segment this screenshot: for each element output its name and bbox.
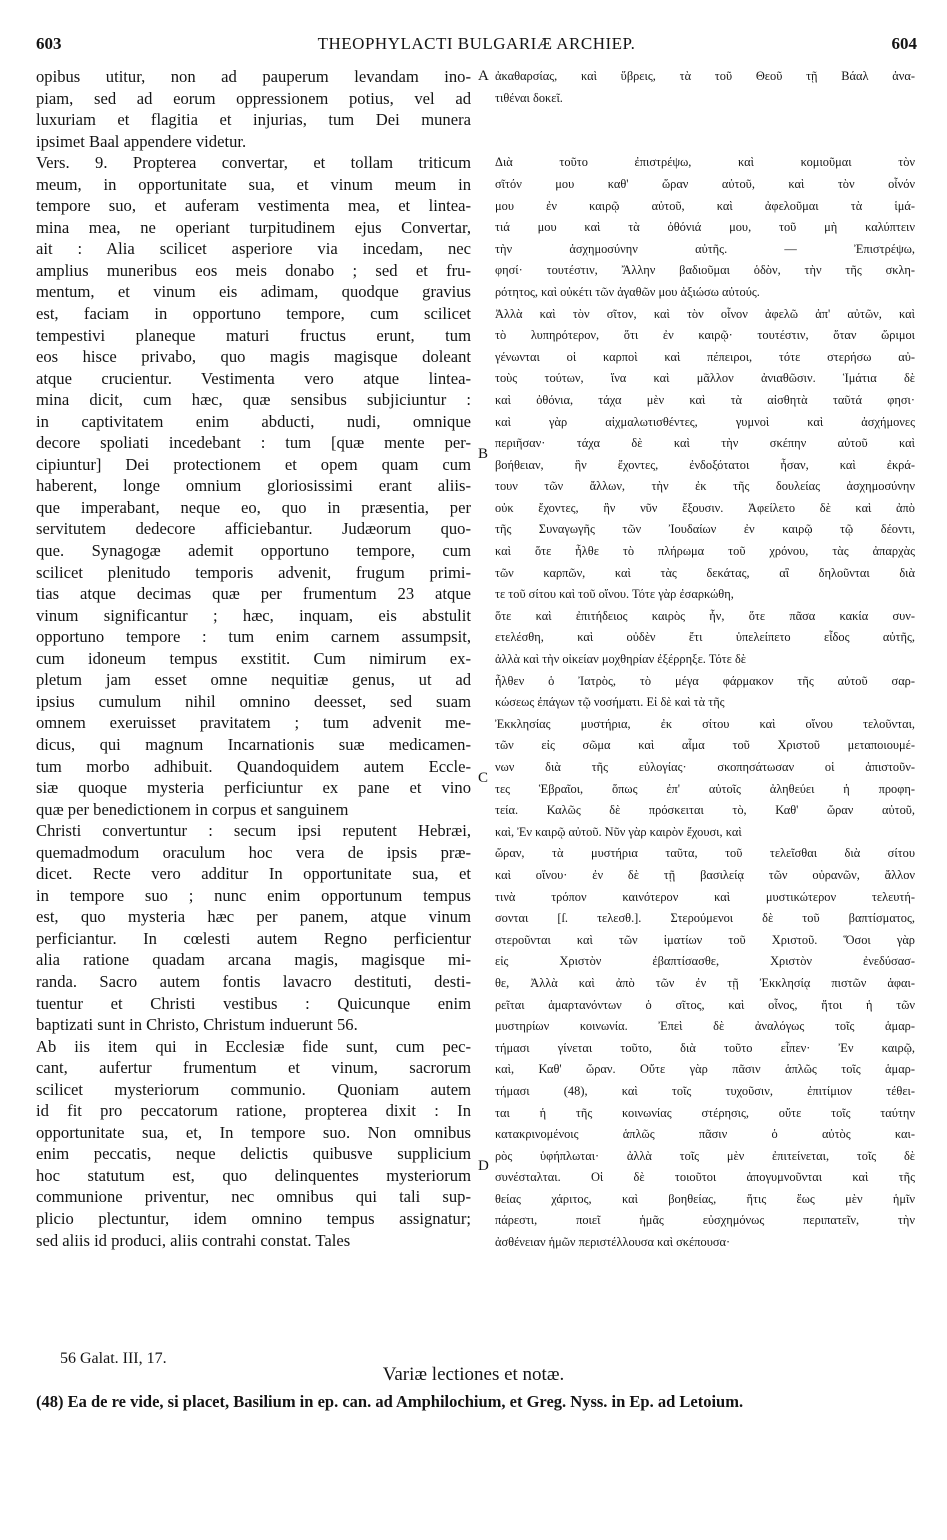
greek-line: καὶ ὀθόνια, τάχα μὲν καὶ τὰ αἰσθητὰ ταῦτά φησι· — [495, 392, 915, 407]
running-title: THEOPHYLACTI BULGARIÆ ARCHIEP. — [317, 34, 636, 53]
latin-line: atque crucientur. Vestimenta vero atque lintea- — [36, 368, 471, 388]
greek-line: τῆς Συναγωγῆς τῶν Ἰουδαίων ἐν καιρῷ τῷ δέοντι, — [495, 522, 915, 537]
latin-line: mentum, et vinum eis adimam, quodque gravius — [36, 282, 471, 302]
latin-line: luxuriam et flagitia et injurias, tum Dei munera — [36, 110, 471, 130]
right-page-number: 604 — [891, 34, 917, 53]
latin-line: mina mea, ne operiant turpitudinem ejus Convertar, — [36, 217, 471, 237]
latin-line: tempestivi planeque maturi fructus erunt, tum — [36, 325, 471, 345]
greek-line: ρότητος, καὶ οὐκέτι τῶν ἀγαθῶν μου ἀξιώσω αὐτούς. — [495, 284, 760, 299]
latin-line: sed aliis id produci, aliis contrahi constat. Tales — [36, 1230, 351, 1250]
greek-line: ἦλθεν ὁ Ἰατρὸς, τὸ μέγα φάρμακον τῆς αὐτοῦ σαρ- — [495, 673, 915, 688]
greek-line: στεροῦνται καὶ τῶν ἱματίων τοῦ Χριστοῦ. Ὅσοι γὰρ — [495, 932, 915, 947]
latin-line: amplius muneribus eos meis donabo ; sed et fru- — [36, 260, 471, 280]
latin-line: opibus utitur, non ad pauperum levandam ino- — [36, 67, 471, 86]
greek-line: καὶ ὅτε ἦλθε τὸ πλήρωμα τοῦ χρόνου, τὰς ἀπαρχὰς — [495, 544, 915, 559]
greek-line: πάρεστι, ποιεῖ ἡμᾶς εὐσχημόνως περιπατεῖν, τὴν — [495, 1213, 915, 1228]
latin-line: est, faciam in opportuno tempore, cum scilicet — [36, 304, 471, 324]
greek-line: τήμασι γίνεται τοῦτο, διὰ τοῦτο εἶπεν· Ἐν καιρῷ, — [495, 1040, 915, 1055]
latin-line: tum morbo adhibuit. Quandoquidem autem Eccle- — [36, 756, 471, 776]
latin-line: est, quo mysteria hæc per panem, atque vinum — [36, 907, 471, 927]
latin-line: cant, aufertur frumentum et vinum, sacrorum — [36, 1058, 471, 1078]
greek-line: τὴν ἀσχημοσύνην αὐτῆς. — Ἐπιστρέψω, — [495, 241, 915, 256]
latin-line: que. Synagogæ ademit opportuno tempore, cum — [36, 541, 471, 561]
greek-line: ἀλλὰ καὶ τὴν οἰκείαν μοχθηρίαν ἐξέρρηξε. Τότε δὲ — [495, 652, 746, 667]
greek-line: σῖτόν μου καθ' ὥραν αὐτοῦ, καὶ τὸν οἶνόν — [495, 176, 915, 191]
greek-line: τιθέναι δοκεῖ. — [495, 90, 563, 105]
latin-line: baptizati sunt in Christo, Christum induerunt 56. — [36, 1015, 358, 1035]
greek-line: καὶ, Ἐν καιρῷ αὐτοῦ. Νῦν γὰρ καιρὸν ἔχουσι, καὶ — [495, 824, 742, 839]
latin-line: cipiuntur] Dei protectionem et opem quam cum — [36, 454, 471, 474]
latin-line: scilicet plenitudo temporis advenit, frugum primi- — [36, 562, 471, 582]
greek-line: σονται [ſ. τελεσθ.]. Στερούμενοι δὲ τοῦ βαπτίσματος, — [495, 911, 915, 926]
latin-line: haberent, longe omnium gloriosissimi erant aliis- — [36, 476, 471, 496]
latin-column — [36, 66, 471, 1251]
margin-marker-a: A — [478, 68, 489, 84]
latin-line: eos hisce privabo, quo magis magisque doleant — [36, 347, 471, 367]
latin-line: plicio plectuntur, idem omnino tempus assignatur; — [36, 1208, 471, 1228]
latin-line: ipsimet Baal appendere videtur. — [36, 131, 247, 151]
latin-line: quæ per benedictionem in corpus et sanguinem — [36, 799, 349, 819]
latin-line: siæ quoque mysteria perficiuntur ex pane et vino — [36, 778, 471, 798]
greek-line: τεία. Καλῶς δὲ πρόσκειται τὸ, Καθ' ὥραν αὐτοῦ, — [495, 803, 915, 818]
greek-line: Διὰ τοῦτο ἐπιστρέψω, καὶ κομιοῦμαι τὸν — [495, 155, 915, 170]
greek-line: μου ἐν καιρῷ αὐτοῦ, καὶ ἀφελοῦμαι τὰ ἱμά- — [495, 198, 915, 213]
latin-line: Vers. 9. Propterea convertar, et tollam triticum — [36, 153, 471, 173]
greek-line — [495, 109, 915, 131]
greek-line: τιά μου καὶ τὰ ὀθόνιά μου, τοῦ μὴ καλύπτειν — [495, 220, 915, 235]
greek-line: ρὸς ὑφήπλωται· ἀλλὰ τοῖς μὲν ἐπιτείνεται, τοῖς δὲ — [495, 1148, 915, 1163]
greek-line: τοὺς τούτων, ἵνα καὶ μᾶλλον ἀνιαθῶσιν. Ἱμάτια δὲ — [495, 371, 915, 386]
greek-line: μυστηρίων κοινωνία. Ἐπεὶ δὲ ἀναλόγως τοῖς ἁμαρ- — [495, 1019, 915, 1034]
latin-line: tempore suo, et auferam vestimenta mea, et lintea- — [36, 196, 471, 216]
left-page-number: 603 — [36, 34, 62, 53]
latin-line: mina dicit, cum hæc, quæ sensibus subjiciuntur : — [36, 390, 471, 410]
latin-line: decore spoliati incedebant : tum [quæ mente per- — [36, 433, 471, 453]
latin-line: pletum jam esset omne nequitiæ genus, ut ad — [36, 670, 471, 690]
greek-line: ὅτε καὶ ἐπιτήδειος καιρὸς ἦν, ὅτε πᾶσα κακία συν- — [495, 608, 915, 623]
greek-line: οὐκ ἔχοντες, ἣν νῦν ἔξουσιν. Ἀφείλετο δὲ καὶ ἀπὸ — [495, 500, 915, 515]
margin-marker-d: D — [478, 1158, 489, 1174]
margin-marker-b: B — [478, 446, 489, 462]
greek-line: ετελέσθη, καὶ οὐδὲν ἔτι ὑπελείπετο εἶδος αὐτῆς, — [495, 630, 915, 645]
latin-line: id fit pro peccatorum ratione, propterea dixit : In — [36, 1101, 471, 1121]
latin-line: vinum significantur ; hæc, inquam, eis abstulit — [36, 605, 471, 625]
greek-line — [495, 131, 915, 153]
greek-line: τες Ἑβραῖοι, ὅπως ἐπ' αὐτοῖς ἀληθεύει ἡ προφη- — [495, 781, 915, 796]
greek-line: τῶν εἰς σῶμα καὶ αἷμα τοῦ Χριστοῦ μεταποιουμέ- — [495, 738, 915, 753]
greek-line: βοήθειαν, ἣν ἔχοντες, ἐνδοξότατοι ἦσαν, καὶ ἐκρά- — [495, 457, 915, 472]
greek-line: τουν τῶν ἄλλων, τὴν ἐκ τῆς δουλείας ἀσχημοσύνην — [495, 479, 915, 494]
latin-line: scilicet mysteriorum communio. Quoniam autem — [36, 1079, 471, 1099]
latin-line: cum idoneum tempus exstitit. Cum nimirum ex- — [36, 648, 471, 668]
greek-line: ἀκαθαρσίας, καὶ ὕβρεις, τὰ τοῦ Θεοῦ τῇ Βάαλ ἀνα- — [495, 69, 915, 83]
latin-line: Christi convertuntur : secum ipsi reputent Hebræi, — [36, 821, 471, 841]
margin-marker-c: C — [478, 770, 489, 786]
latin-line: ipsius cumulum nihil omnino deesset, sed suam — [36, 691, 471, 711]
greek-line: γένωνται οἱ καρποὶ καὶ πέπειροι, τότε στερήσω αὐ- — [495, 349, 915, 364]
latin-line: randa. Sacro autem fontis lavacro destituti, desti- — [36, 971, 471, 991]
greek-line: θείας χάριτος, καὶ βοηθείας, ἥτις ἕως μὲν ἡμῖν — [495, 1191, 915, 1206]
greek-line: εἰς Χριστὸν ἐβαπτίσασθε, Χριστὸν ἐνεδύσασ- — [495, 954, 915, 969]
latin-line: tuentur et Christi vestibus : Quicunque enim — [36, 993, 471, 1013]
latin-line: meum, in opportunitate sua, et vinum meum in — [36, 174, 471, 194]
latin-line: ait : Alia scilicet asperiore via incedam, nec — [36, 239, 471, 259]
greek-line: τήμασι (48), καὶ τοῖς τυχοῦσιν, ἐπιτίμιον τέθει- — [495, 1083, 915, 1098]
greek-line: καὶ γὰρ αἰχμαλωτισθέντες, γυμνοὶ καὶ ἀσχήμονες — [495, 414, 915, 429]
latin-line: enim peccatis, neque delictis quibusve supplicium — [36, 1144, 471, 1164]
latin-line: omnem exeruisset pravitatem ; tum advenit me- — [36, 713, 471, 733]
greek-line: κώσεως ἐπάγων τῷ νοσήματι. Εἰ δὲ καὶ τὰ τῆς — [495, 695, 725, 710]
greek-line: ρεῖται ἁμαρτανόντων ὁ σῖτος, καὶ οἶνος, ἤτοι ἡ τῶν — [495, 997, 915, 1012]
latin-line: opportunitate sua, et, In tempore suo. Non omnibus — [36, 1122, 471, 1142]
notes-heading: Variæ lectiones et notæ. — [382, 1364, 565, 1385]
latin-line: in captivitatem enim abducti, nudi, omnique — [36, 411, 471, 431]
greek-line: τῶν καρπῶν, καὶ τὰς δεκάτας, αἳ δηλοῦνται διὰ — [495, 565, 915, 580]
footnote: 56 Galat. III, 17. — [60, 1350, 167, 1367]
greek-line: τε τοῦ σίτου καὶ τοῦ οἴνου. Τότε γὰρ ἐσαρκώθη, — [495, 587, 734, 602]
latin-line: alia ratione quadam arcana magis, magisque mi- — [36, 950, 471, 970]
greek-line: κατακρινομένοις ἁπλῶς πᾶσιν ὁ αὐτὸς και- — [495, 1127, 915, 1142]
greek-line: καὶ οἴνου· ἐν δὲ τῇ βασιλείᾳ τῶν οὐρανῶν, ἄλλον — [495, 867, 915, 882]
latin-line: in tempore suo ; nunc enim opportunum tempus — [36, 885, 471, 905]
page-header — [36, 34, 917, 58]
latin-line: perficiantur. In cœlesti autem Regno perficientur — [36, 928, 471, 948]
greek-line: τὸ λυπηρότερον, ὅτι ἐν καιρῷ· τουτέστιν, ὅταν ὥριμοι — [495, 328, 915, 343]
greek-line: Ἐκκλησίας μυστήρια, ἐκ σίτου καὶ οἴνου τελοῦνται, — [495, 716, 915, 731]
latin-line: dicus, qui magnum Incarnationis suæ medicamen- — [36, 734, 471, 754]
greek-line: θε, Ἀλλὰ καὶ ἀπὸ τῶν ἐν τῇ Ἐκκλησίᾳ πιστῶν ἀφαι- — [495, 975, 915, 990]
latin-line: servitutem dedecore afficiebantur. Judæorum quo- — [36, 519, 471, 539]
latin-line: Ab iis item qui in Ecclesiæ fide sunt, cum pec- — [36, 1036, 471, 1056]
latin-line: hoc statutum est, quo delinquentes mysteriorum — [36, 1165, 471, 1185]
greek-line: ται ἡ τῆς κοινωνίας στέρησις, οὔτε τοῖς ταύτην — [495, 1105, 915, 1120]
latin-line: quemadmodum oraculum hoc vera de ipsis præ- — [36, 842, 471, 862]
latin-line: que imperabant, neque eo, quo in præsentia, per — [36, 497, 471, 517]
greek-line: φησί· τουτέστιν, Ἄλλην βαδιοῦμαι ὁδὸν, τὴν τῆς σκλη- — [495, 263, 915, 278]
latin-line: opportuno tempore : tum enim carnem assumpsit, — [36, 627, 471, 647]
greek-line: νων διὰ τῆς εὐλογίας· σκοπησάτωσαν οἱ ἀπιστοῦν- — [495, 760, 915, 774]
latin-line: dicet. Recte vero additur In opportunitate sua, et — [36, 864, 471, 884]
latin-line: tias atque decimas quæ per frumentum 23 atque — [36, 584, 471, 604]
latin-line: piam, sed ad eorum oppressionem potius, vel ad — [36, 88, 471, 108]
greek-line: τινὰ τρόπον καινότερον καὶ μυστικώτερον τελευτή- — [495, 889, 915, 904]
greek-line: ἀσθένειαν ἡμῶν περιστέλλουσα καὶ σκέπουσα· — [495, 1235, 731, 1250]
greek-line: ὥραν, τὰ μυστήρια ταῦτα, τοῦ τελεῖσθαι διὰ σίτου — [495, 846, 915, 861]
latin-line: communione priventur, nec omnibus qui tali sup- — [36, 1187, 471, 1207]
greek-line: καὶ, Καθ' ὥραν. Οὔτε γὰρ πᾶσιν ἁπλῶς τοῖς ἁμαρ- — [495, 1062, 915, 1077]
greek-line: συνέσταλται. Οἱ δὲ τοιοῦτοι ἀπογυμνοῦνται καὶ τῆς — [495, 1170, 915, 1185]
greek-column — [495, 66, 915, 1254]
greek-line: Ἀλλὰ καὶ τὸν σῖτον, καὶ τὸν οἶνον ἀφελῶ ἀπ' αὐτῶν, καὶ — [495, 306, 915, 321]
greek-line: περιῆσαν· τάχα δὲ καὶ τὴν σκέπην αὐτοῦ καὶ — [495, 436, 915, 451]
note-48: (48) Ea de re vide, si placet, Basilium in ep. can. ad Amphilochium, et Greg. Nyss. in Ep. ad Letoium. — [36, 1392, 744, 1411]
